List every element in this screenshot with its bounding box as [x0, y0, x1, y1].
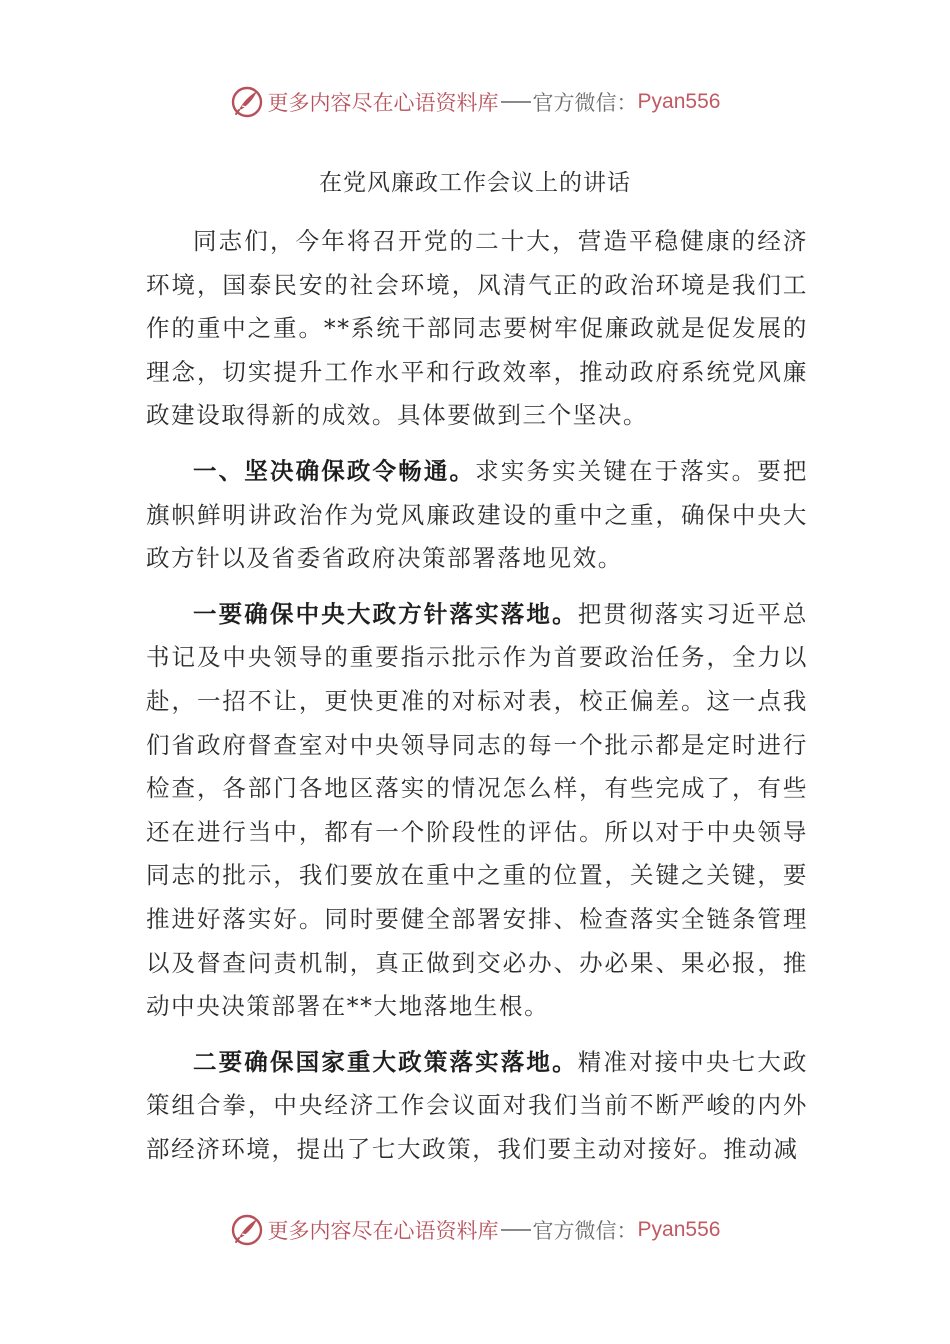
brand-text: 更多内容尽在心语资料库: [267, 1219, 499, 1243]
brand-text: 更多内容尽在心语资料库: [267, 91, 499, 115]
banner-dash: [501, 101, 531, 103]
paragraph-section-1: [146, 450, 808, 581]
paragraph-point-2: [146, 1041, 808, 1172]
paragraph-text: 同志们，今年将召开党的二十大，营造平稳健康的经济环境，国泰民安的社会环境，风清气正的政治环境是我们工作的重中之重。**系统干部同志要树牢促廉政就是促发展的理念，切实提升工作水平和行政效率，推动政府系统党风廉政建设取得新的成效。具体要做到三个坚决。: [146, 227, 808, 430]
quill-logo-icon: [230, 1213, 264, 1247]
paragraph-text: 把贯彻落实习近平总书记及中央领导的重要指示批示作为首要政治任务，全力以赴，一招不让，更快更准的对标对表，校正偏差。这一点我们省政府督查室对中央领导同志的每一个批示都是定时进行检查，各部门各地区落实的情况怎么样，有些完成了，有些还在进行当中，都有一个阶段性的评估。所以对于中央领导同志的批示，我们要放在重中之重的位置，关键之关键，要推进好落实好。同时要健全部署安排、检查落实全链条管理以及督查问责机制，真正做到交必办、办必果、果必报，推动中央决策部署在**大地落地生根。: [146, 599, 808, 1021]
quill-logo-icon: [230, 85, 264, 119]
paragraph-text: 精准对接中央七大政策组合拳，中央经济工作会议面对我们当前不断严峻的内外部经济环境，提出了七大政策，我们要主动对接好。推动减: [146, 1047, 808, 1163]
wechat-id: Pyan556: [637, 1218, 721, 1241]
paragraph-point-1: [146, 593, 808, 1029]
document-body: [146, 220, 808, 1183]
paragraph-lead: 一要确保中央大政方针落实落地。: [193, 599, 578, 628]
banner-dash: [501, 1229, 531, 1231]
paragraph-lead: 一、坚决确保政令畅通。: [193, 456, 476, 485]
wechat-id: Pyan556: [637, 90, 721, 113]
paragraph-lead: 二要确保国家重大政策落实落地。: [193, 1047, 578, 1076]
paragraph-intro: [146, 220, 808, 438]
document-title: 在党风廉政工作会议上的讲话: [319, 170, 631, 196]
wechat-label: 官方微信：: [532, 91, 638, 115]
paragraph-text: 求实务实关键在于落实。要把旗帜鲜明讲政治作为党风廉政建设的重中之重，确保中央大政方针以及省委省政府决策部署落地见效。: [146, 456, 808, 573]
wechat-label: 官方微信：: [532, 1219, 638, 1243]
footer-banner: [0, 1210, 950, 1250]
header-banner: [0, 82, 950, 122]
